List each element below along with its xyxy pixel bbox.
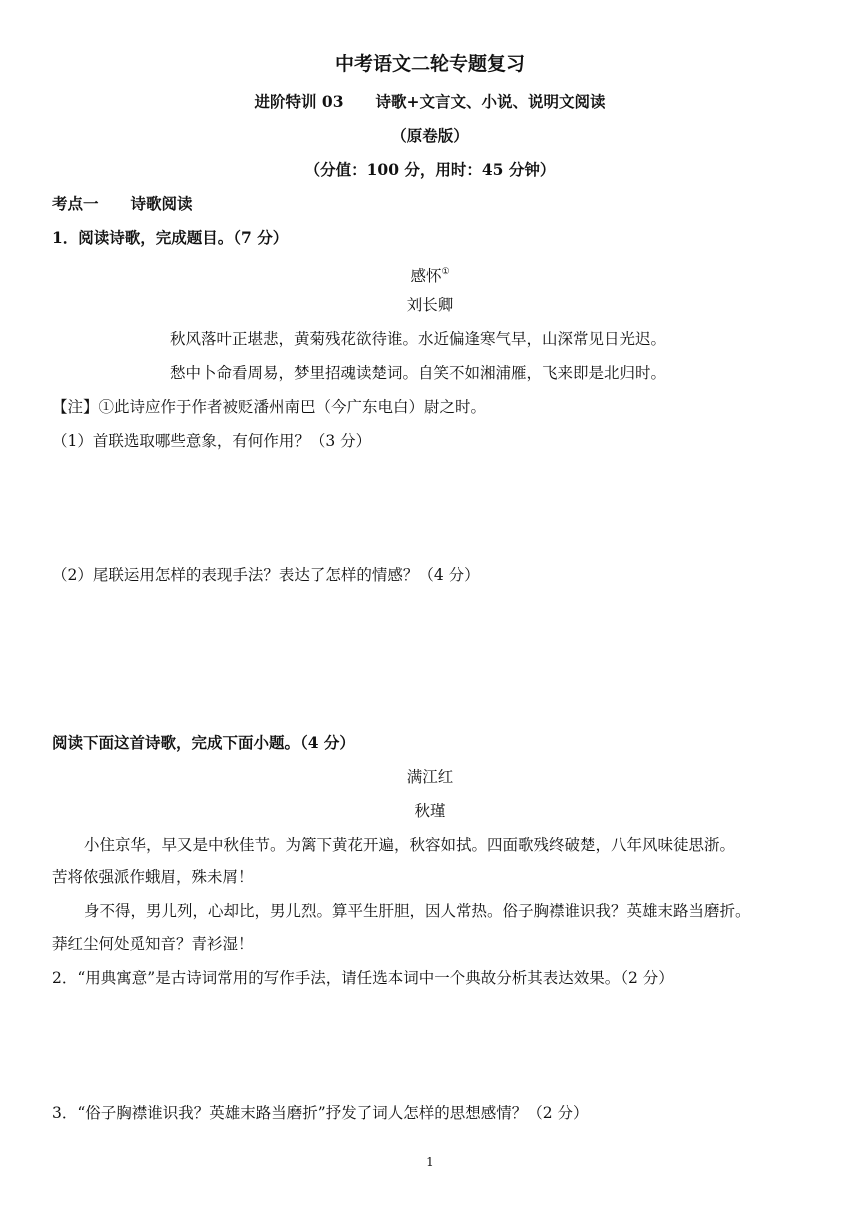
question-3: 3．“俗子胸襟谁识我？英雄末路当磨折”抒发了词人怎样的思想感情？（2 分）: [52, 1104, 589, 1122]
subtitle-training-label: 进阶特训 03: [254, 92, 344, 111]
footnote-marker: ①: [441, 267, 450, 277]
poem-2-para-1-line-2: 苦将侬强派作蛾眉，殊未屑！: [52, 868, 254, 886]
section-label: 考点一: [52, 194, 99, 213]
section-name: 诗歌阅读: [130, 194, 193, 213]
subtitle-topic: 诗歌+文言文、小说、说明文阅读: [375, 92, 606, 111]
question-1-sub-2: （2）尾联运用怎样的表现手法？表达了怎样的情感？（4 分）: [52, 566, 480, 584]
page-subtitle: [0, 90, 860, 114]
section-heading: [52, 192, 193, 216]
poem-2-title: 满江红: [406, 768, 454, 786]
poem-2-para-2-line-2: 莽红尘何处觅知音？青衫湿！: [52, 935, 254, 953]
score-time-label: （分值：100 分，用时：45 分钟）: [304, 160, 556, 179]
question-1-prompt: 1．阅读诗歌，完成题目。（7 分）: [52, 228, 289, 247]
page-number: 1: [426, 1155, 434, 1169]
poem-2-author: 秋瑾: [414, 802, 446, 820]
poem-1-line-1: 秋风落叶正堪悲，黄菊残花欲待谁。水近偏逢寒气早，山深常见日光迟。: [170, 330, 667, 348]
question-group-2-prompt: 阅读下面这首诗歌，完成下面小题。（4 分）: [52, 733, 355, 752]
poem-1-author: 刘长卿: [406, 296, 454, 314]
poem-1-line-2: 愁中卜命看周易，梦里招魂读楚词。自笑不如湘浦雁，飞来即是北归时。: [170, 364, 667, 382]
poem-2-para-2-line-1: 身不得，男儿列，心却比，男儿烈。算平生肝胆，因人常热。俗子胸襟谁识我？英雄末路当磨折。: [84, 902, 751, 920]
question-1-sub-1: （1）首联选取哪些意象，有何作用？（3 分）: [52, 432, 372, 450]
poem-1-title-text: 感怀: [410, 267, 442, 285]
page-title: 中考语文二轮专题复习: [334, 53, 525, 75]
poem-1-title: [0, 260, 860, 288]
question-2: 2．“用典寓意”是古诗词常用的写作手法，请任选本词中一个典故分析其表达效果。（2 分）: [52, 969, 674, 987]
poem-2-para-1-line-1: 小住京华，早又是中秋佳节。为篱下黄花开遍，秋容如拭。四面歌残终破楚，八年风味徒思浙。: [84, 836, 736, 854]
poem-1-footnote: 【注】①此诗应作于作者被贬潘州南巴（今广东电白）尉之时。: [52, 398, 487, 416]
version-label: （原卷版）: [391, 126, 469, 145]
